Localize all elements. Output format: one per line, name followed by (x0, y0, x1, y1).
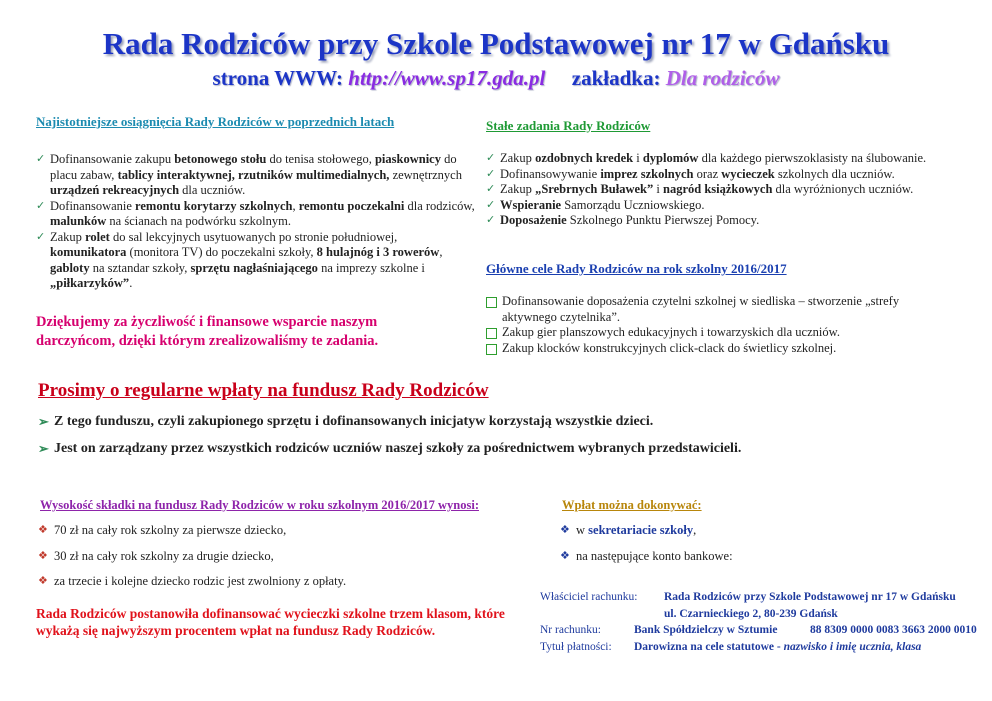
payment-item: ❖ w sekretariacie szkoły, (560, 523, 697, 537)
achievements-list (36, 152, 476, 292)
achievement-item: ✓ Dofinansowanie remontu korytarzy szkolnych, remontu poczekalni dla rodziców, malunków na ścianach na podwórku szkolnym. (36, 198, 475, 228)
checkmark-icon: ✓ (486, 214, 496, 226)
achievement-item: ✓ Dofinansowanie zakupu betonowego stołu do tenisa stołowego, piaskownicy do placu zabaw, tablicy interaktywnej, rzutników multimedialnych, zewnętrznych urządzeń rekreacyjnych dla uczniów. (36, 152, 462, 197)
owner-address: ul. Czarnieckiego 2, 80-239 Gdańsk (664, 607, 838, 620)
payments-heading: Wpłat można dokonywać: (562, 498, 702, 512)
bank-name: Bank Spółdzielczy w Sztumie (634, 624, 778, 636)
fee-item: ❖ za trzecie i kolejne dziecko rodzic jest zwolniony z opłaty. (38, 574, 347, 588)
tasks-list (486, 151, 976, 229)
task-item: ✓ Zakup „Srebrnych Buławek” i nagród książkowych dla wyróżnionych uczniów. (486, 182, 914, 196)
diamond-icon: ❖ (560, 524, 570, 536)
task-item: ✓ Zakup ozdobnych kredek i dyplomów dla każdego pierwszoklasisty na ślubowanie. (486, 151, 927, 165)
checkmark-icon: ✓ (486, 152, 496, 164)
fee-heading: Wysokość składki na fundusz Rady Rodziców w roku szkolnym 2016/2017 wynosi: (40, 498, 479, 512)
arrow-icon: ➢ (38, 414, 49, 429)
diamond-icon: ❖ (38, 549, 48, 562)
goal-item: Dofinansowanie doposażenia czytelni szkolnej w siedliska – stworzenie „strefy aktywnego czytelnika”. (486, 294, 956, 325)
diamond-icon: ❖ (38, 575, 48, 587)
website-link[interactable]: http://www.sp17.gda.pl (348, 66, 546, 90)
tasks-heading: Stałe zadania Rady Rodziców (486, 118, 651, 133)
www-label: strona WWW: (212, 66, 344, 90)
subtitle (0, 66, 992, 91)
diamond-icon: ❖ (560, 549, 570, 562)
arrow-icon: ➢ (38, 440, 49, 456)
owner-label: Właściciel rachunku: (540, 591, 638, 603)
owner-name: Rada Rodziców przy Szkole Podstawowej nr 17 w Gdańsku (664, 591, 956, 603)
checkmark-icon: ✓ (486, 198, 496, 211)
title-value: Darowizna na cele statutowe - nazwisko i imię ucznia, klasa (634, 640, 922, 653)
checkbox-icon (486, 344, 497, 355)
task-item: ✓ Wspieranie Samorządu Uczniowskiego. (486, 197, 705, 212)
achievements-heading: Najistotniejsze osiągnięcia Rady Rodziców w poprzednich latach (36, 114, 395, 129)
account-number: 88 8309 0000 0083 3663 2000 0010 (810, 624, 977, 636)
checkmark-icon: ✓ (486, 167, 496, 180)
tab-label: zakładka: (571, 66, 661, 90)
page-title: Rada Rodziców przy Szkole Podstawowej nr 17 w Gdańsku (102, 26, 890, 61)
task-item: ✓ Dofinansowywanie imprez szkolnych oraz wycieczek szkolnych dla uczniów. (486, 166, 895, 181)
decision-text: Rada Rodziców postanowiła dofinansować wycieczki szkolne trzem klasom, które wykażą się najwyższym procentem wpłat na fundusz Rady Rodziców. (36, 606, 505, 638)
thanks-text: Dziękujemy za życzliwość i finansowe wsparcie naszym darczyńcom, dzięki którym zrealizowaliśmy te zadania. (36, 314, 379, 349)
payment-item: ❖ na następujące konto bankowe: (560, 548, 733, 563)
checkmark-icon: ✓ (36, 199, 46, 212)
task-item: ✓ Doposażenie Szkolnego Punktu Pierwszej Pomocy. (486, 213, 760, 227)
checkmark-icon: ✓ (36, 153, 46, 165)
fund-points (38, 414, 968, 467)
title-label: Tytuł płatności: (540, 640, 612, 653)
checkmark-icon: ✓ (36, 230, 46, 243)
checkmark-icon: ✓ (486, 183, 496, 195)
goal-item: Zakup gier planszowych edukacyjnych i towarzyskich dla uczniów. (486, 325, 956, 341)
fund-point: ➢ Z tego funduszu, czyli zakupionego sprzętu i dofinansowanych inicjatyw korzystają wszystkie dzieci. (38, 414, 654, 429)
goal-item: Zakup klocków konstrukcyjnych click-clack do świetlicy szkolnej. (486, 341, 956, 357)
achievement-item: ✓ Zakup rolet do sal lekcyjnych usytuowanych po stronie południowej, komunikatora (monitora TV) do poczekalni szkoły, 8 hulajnóg i 3 rowerów, gabloty na sztandar szkoły, sprzętu nagłaśniającego na imprezy szkolne i „piłkarzyków”. (36, 229, 443, 290)
fee-item: ❖ 70 zł na cały rok szkolny za pierwsze dziecko, (38, 523, 287, 537)
fund-heading: Prosimy o regularne wpłaty na fundusz Rady Rodziców (38, 380, 489, 401)
fund-point: ➢ Jest on zarządzany przez wszystkich rodziców uczniów naszej szkoły za pośrednictwem wybranych przedstawicieli. (38, 440, 742, 456)
payments-list (560, 523, 960, 574)
diamond-icon: ❖ (38, 524, 48, 536)
checkbox-icon (486, 328, 497, 339)
fee-list (38, 523, 508, 600)
goals-heading: Główne cele Rady Rodziców na rok szkolny 2016/2017 (486, 261, 787, 276)
checkbox-icon (486, 297, 497, 308)
tab-name: Dla rodziców (665, 66, 780, 90)
goals-list (486, 294, 956, 356)
fee-item: ❖ 30 zł na cały rok szkolny za drugie dziecko, (38, 548, 274, 563)
number-label: Nr rachunku: (540, 624, 601, 636)
